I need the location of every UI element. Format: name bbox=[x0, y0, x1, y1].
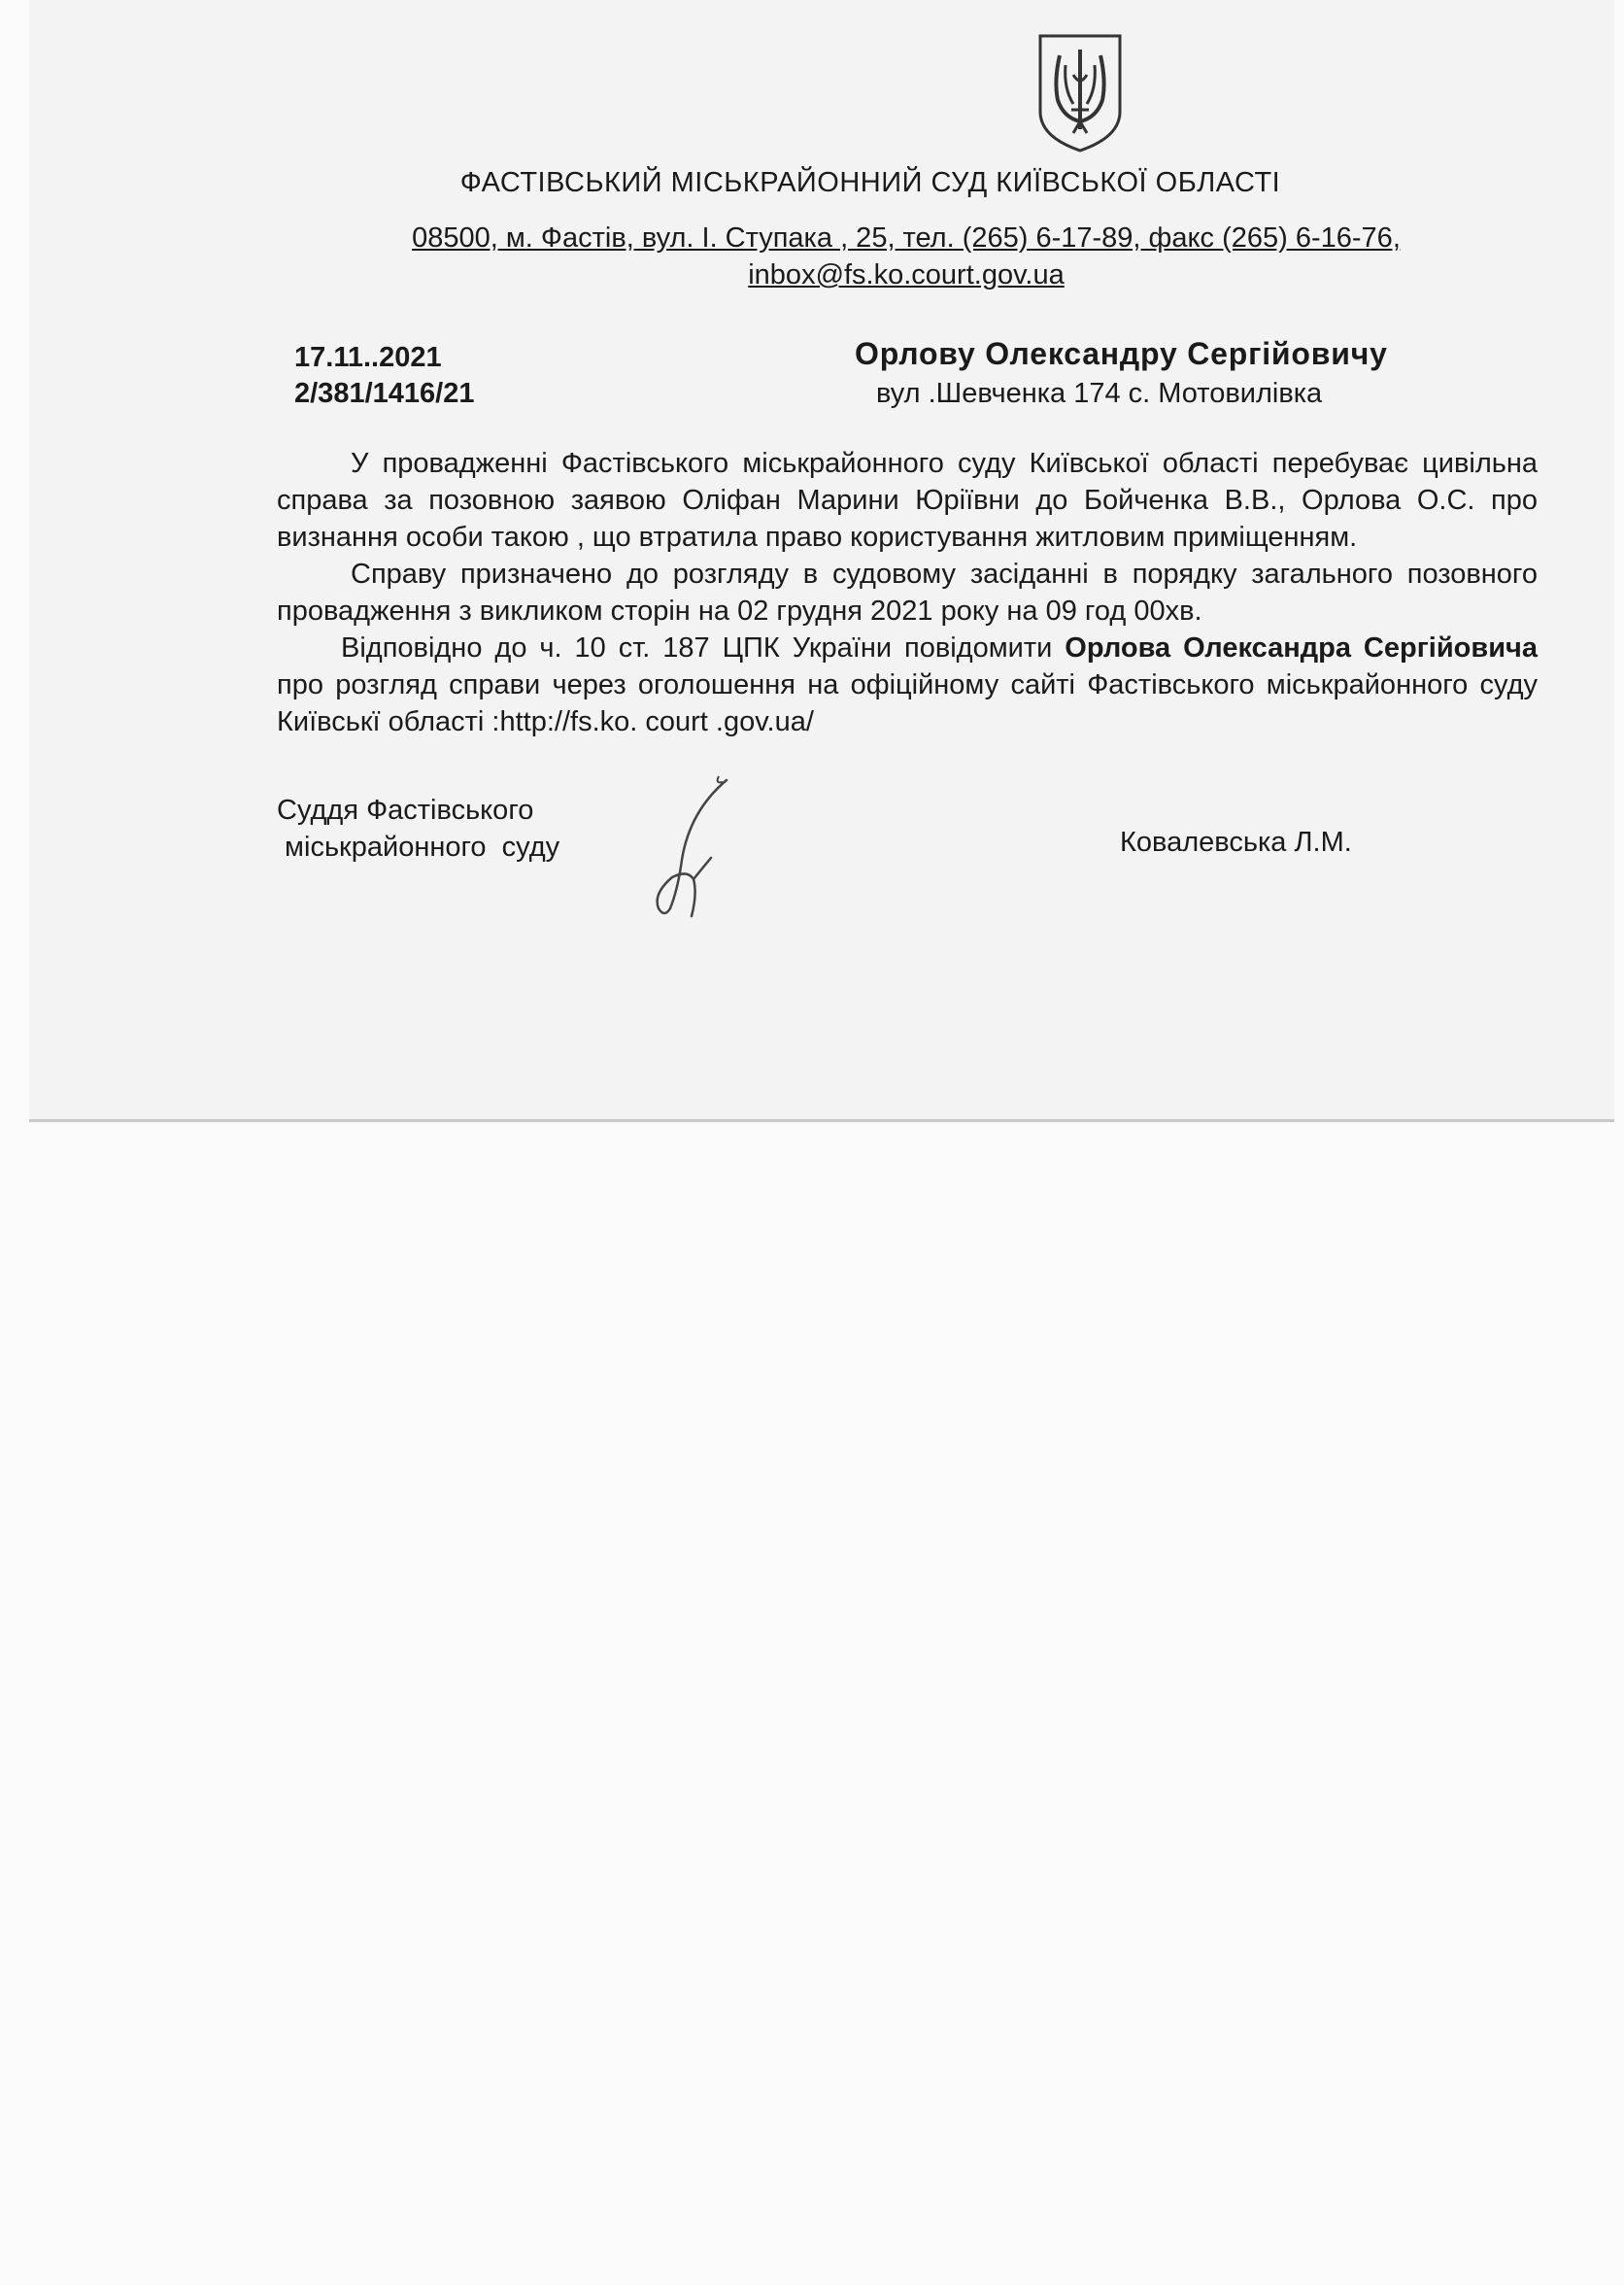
trident-emblem-icon bbox=[1034, 32, 1126, 153]
judge-name: Ковалевська Л.М. bbox=[1120, 827, 1352, 858]
court-contacts bbox=[377, 220, 1436, 293]
paragraph-proceedings: У провадженні Фастівського міськрайонного суду Київської області перебуває цивільна справа за позовною заявою Оліфан Марини Юріївни до Бойченка В.В., Орлова О.С. про визнання особи такою , що втратила право користування житловим приміщенням. bbox=[277, 448, 1538, 553]
notice-text-start: Відповідно до ч. 10 ст. 187 ЦПК України повідомити bbox=[341, 632, 1066, 664]
addressee-name: Орлову Олександру Сергійовичу bbox=[855, 336, 1388, 371]
paragraph-notice bbox=[277, 630, 1538, 740]
court-address-line: 08500, м. Фастів, вул. І. Ступака , 25, тел. (265) 6-17-89, факс (265) 6-16-76, bbox=[412, 222, 1401, 254]
paragraph-hearing: Справу призначено до розгляду в судовому засіданні в порядку загального позовного провадження з викликом сторін на 02 грудня 2021 року на 09 год 00хв. bbox=[277, 559, 1538, 627]
judge-title-line2: міськрайонного суду bbox=[277, 832, 560, 863]
addressee-address: вул .Шевченка 174 с. Мотовилівка bbox=[876, 378, 1323, 409]
case-reference: 2/381/1416/21 bbox=[294, 378, 475, 409]
letter-body bbox=[277, 445, 1538, 740]
handwritten-signature bbox=[622, 772, 748, 923]
notified-person: Орлова Олександра Сергійовича bbox=[1065, 632, 1538, 664]
judge-title-line1: Суддя Фастівського bbox=[277, 795, 534, 826]
notice-text-end: про розгляд справи через оголошення на офіційному сайті Фастівського міськрайонного суду Київськї області :http://fs.ko. court .gov.ua/ bbox=[277, 669, 1538, 737]
court-name: ФАСТІВСЬКИЙ МІСЬКРАЙОННИЙ СУД КИЇВСЬКОЇ ОБЛАСТІ bbox=[459, 167, 1281, 198]
judge-title bbox=[277, 792, 559, 866]
letter-date: 17.11..2021 bbox=[294, 342, 442, 373]
court-email: inbox@fs.ko.court.gov.ua bbox=[748, 259, 1065, 290]
